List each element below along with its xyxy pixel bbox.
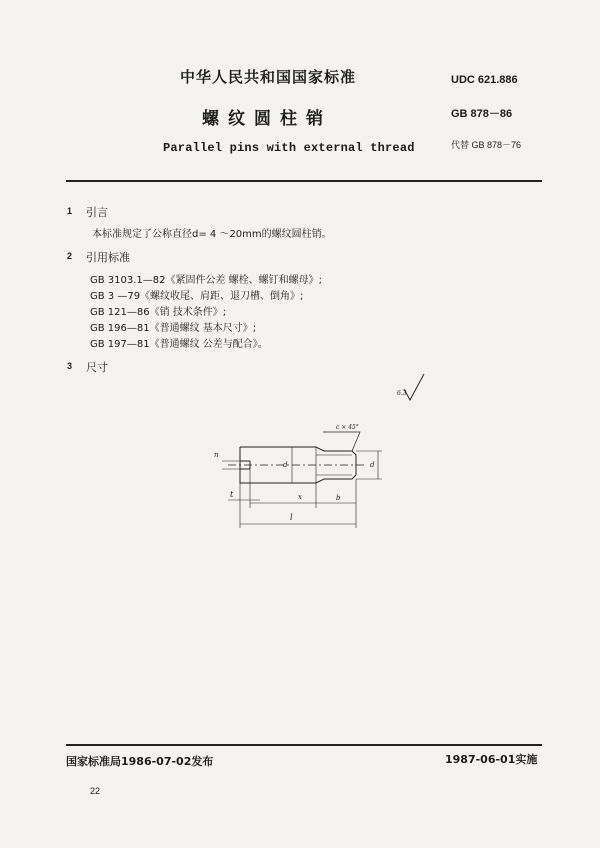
page-number: 22	[90, 786, 101, 796]
reference-line: GB 196—81《普通螺纹 基本尺寸》;	[90, 323, 257, 334]
standard-title: 中华人民共和国国家标准	[180, 68, 357, 86]
section-3-number: 3	[67, 361, 73, 371]
reference-line: GB 3 —79《螺纹收尾、肩距、退刀槽、倒角》;	[90, 291, 304, 302]
dim-label-l: l	[290, 513, 293, 522]
dim-label-d: d	[283, 461, 288, 469]
section-2-number: 2	[67, 251, 73, 261]
udc-code: UDC 621.886	[451, 74, 518, 86]
replaces-note: 代替 GB 878－76	[451, 140, 522, 150]
effective-date: 1987-06-01实施	[445, 753, 538, 766]
section-3-title: 尺寸	[86, 361, 108, 374]
dim-label-d-thread: d	[370, 461, 375, 469]
reference-line: GB 3103.1—82《紧固件公差 螺栓、螺钉和螺母》;	[90, 275, 323, 286]
dim-label-n: n	[214, 451, 219, 459]
document-title: 螺纹圆柱销	[202, 109, 332, 129]
dim-label-t: t	[230, 490, 234, 499]
intro-text: 本标准规定了公称直径d= 4 ～20mm的螺纹圆柱销。	[92, 229, 332, 240]
reference-line: GB 197—81《普通螺纹 公差与配合》。	[90, 339, 268, 350]
dim-label-b: b	[336, 494, 341, 502]
section-1-number: 1	[67, 206, 73, 216]
footer-rule	[66, 744, 542, 746]
roughness-value: 6.3	[397, 390, 407, 397]
dim-label-x: x	[298, 493, 302, 501]
gb-number: GB 878－86	[451, 108, 513, 120]
reference-line: GB 121—86《销 技术条件》;	[90, 307, 227, 318]
roughness-symbol	[404, 374, 424, 400]
section-1-title: 引言	[86, 206, 108, 219]
chamfer-label: c × 45°	[336, 424, 359, 431]
issued-date: 国家标准局1986-07-02发布	[66, 755, 214, 768]
section-2-title: 引用标准	[86, 251, 130, 264]
english-title: Parallel pins with external thread	[163, 141, 415, 155]
